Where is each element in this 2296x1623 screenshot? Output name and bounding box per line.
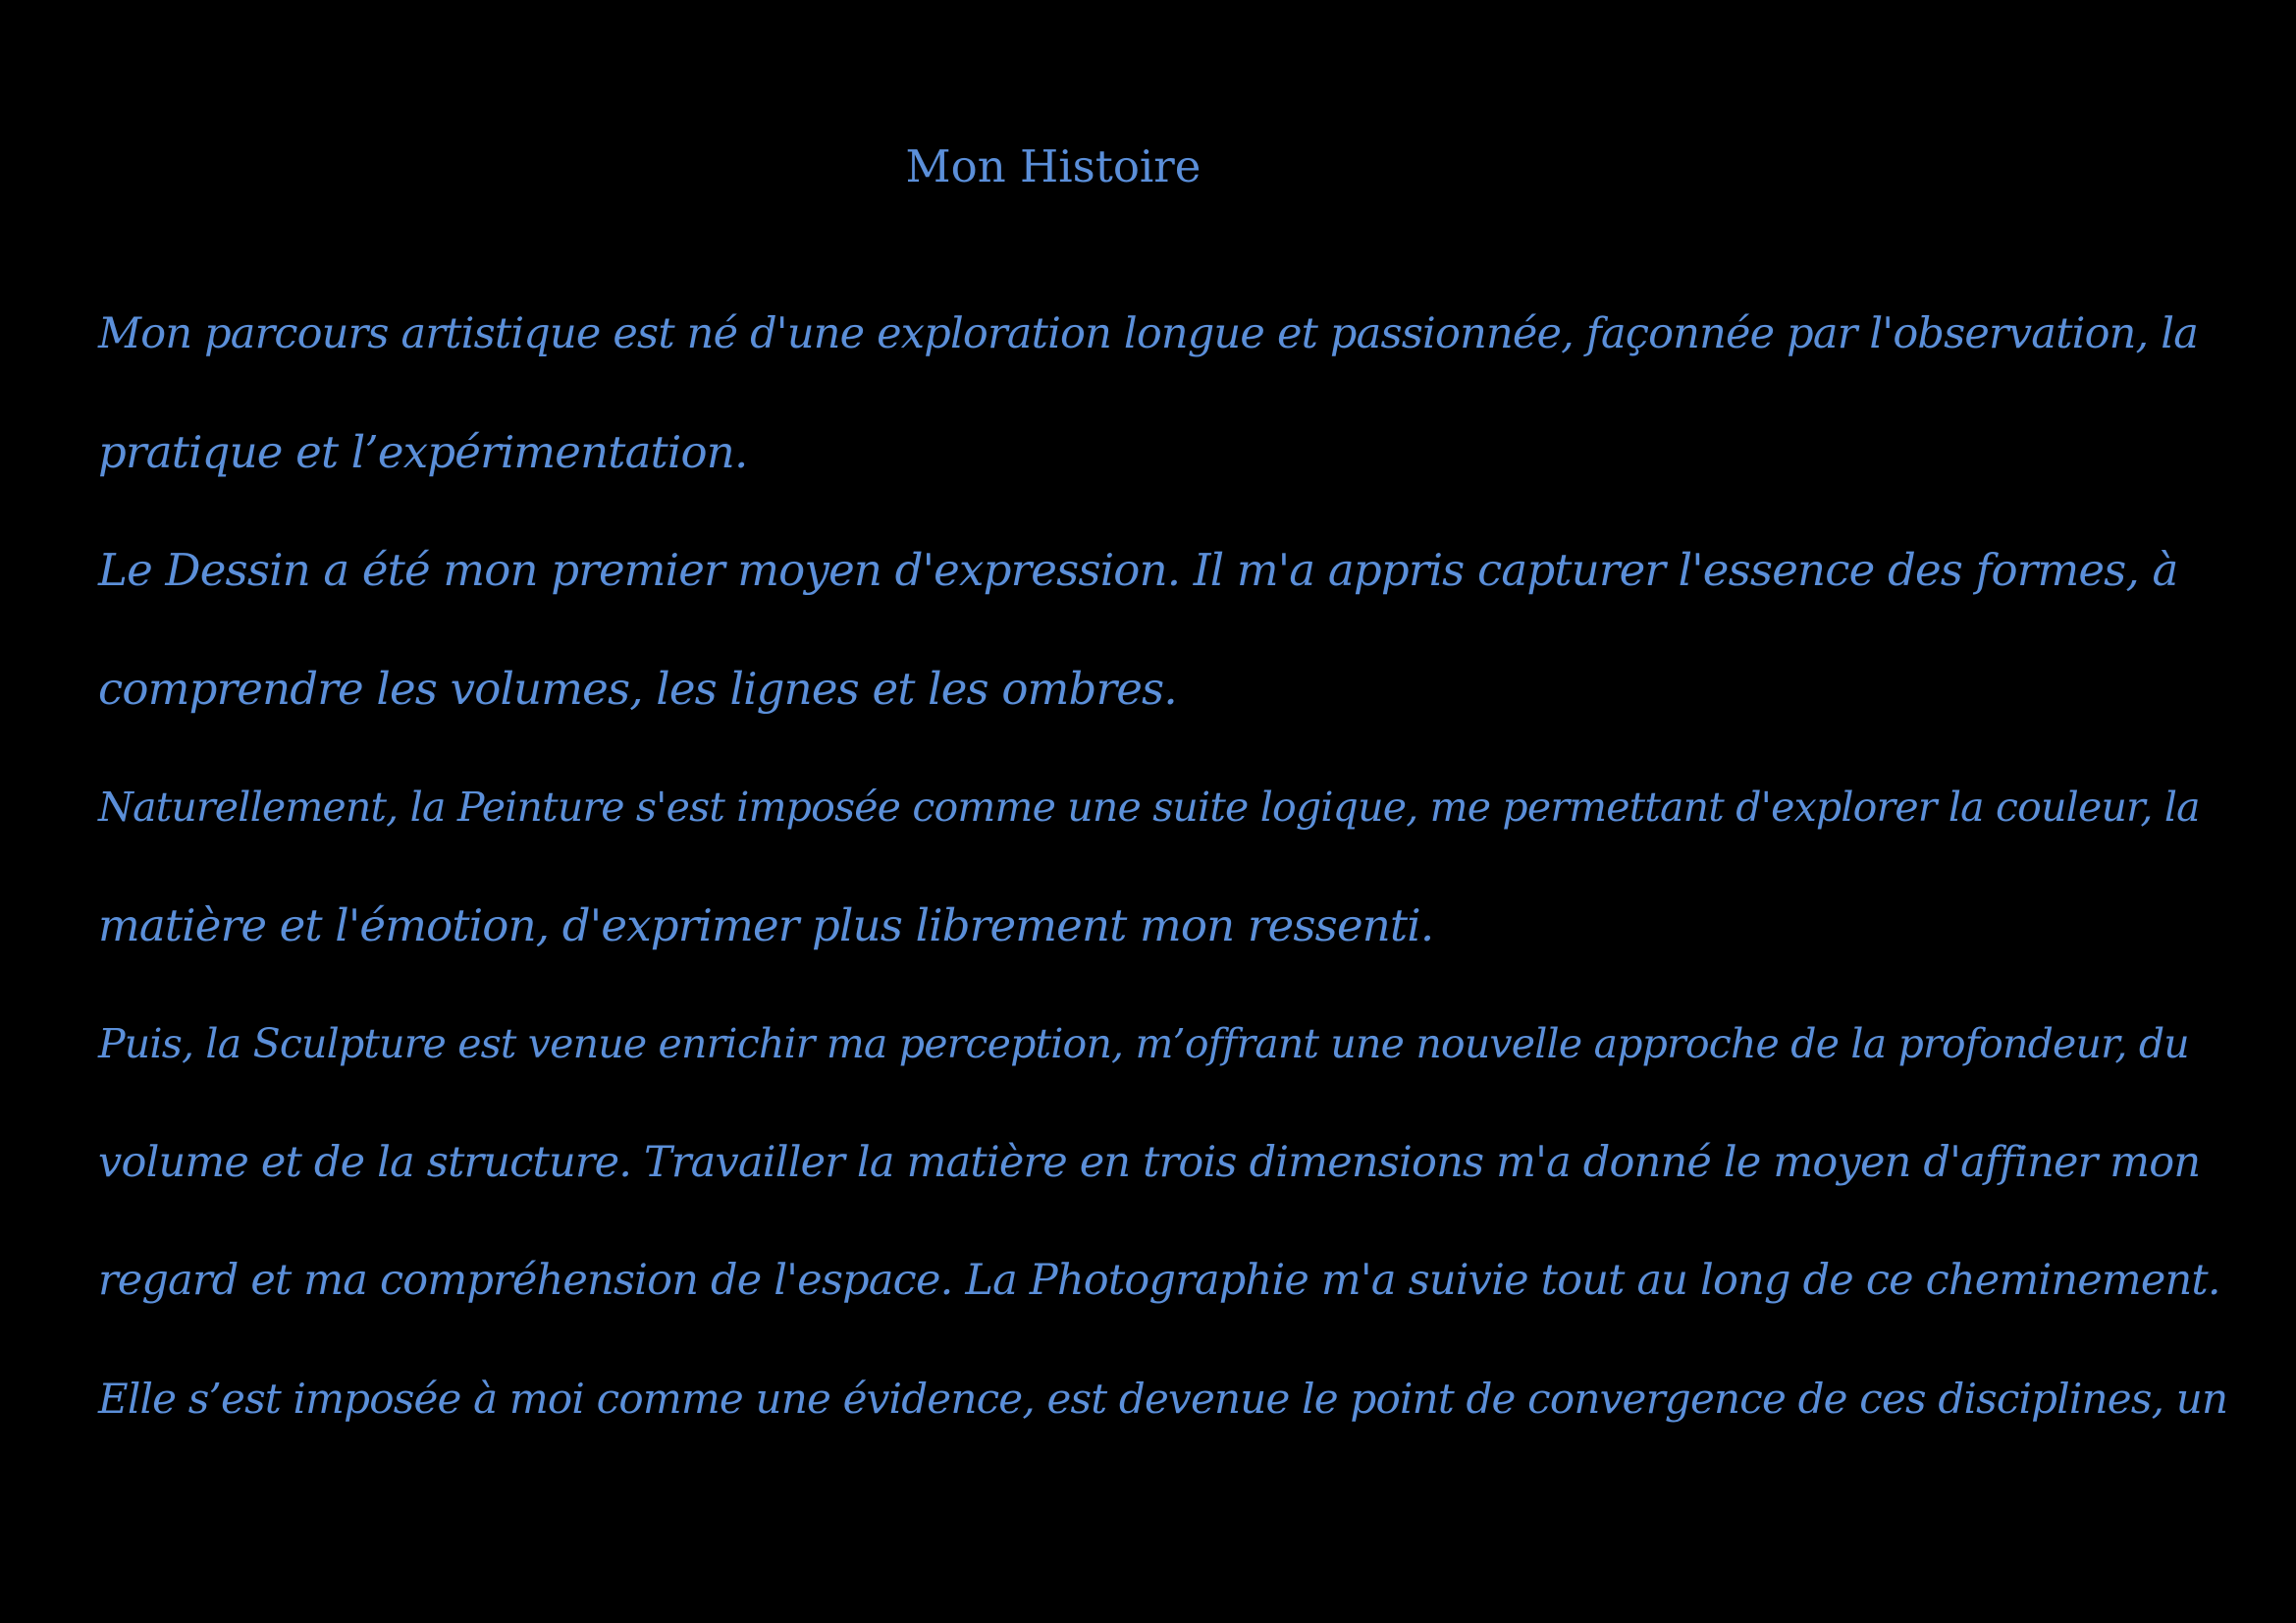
story-body: [98, 295, 2238, 1478]
text-line: Mon parcours artistique est né d'une exploration longue et passionnée, façonnée par l'observation, la: [98, 309, 2199, 358]
text-line: regard et ma compréhension de l'espace. La Photographie m'a suivie tout au long de ce cheminement.: [98, 1256, 2220, 1305]
text-line: Le Dessin a été mon premier moyen d'expression. Il m'a appris capturer l'essence des formes, à: [98, 544, 2178, 596]
text-line: volume et de la structure. Travailler la matière en trois dimensions m'a donné le moyen d'affiner mon: [98, 1137, 2201, 1187]
text-line: comprendre les volumes, les lignes et les ombres.: [98, 662, 1177, 715]
text-line: Puis, la Sculpture est venue enrichir ma perception, m’offrant une nouvelle approche de la profondeur, du: [98, 1020, 2189, 1067]
text-line: Elle s’est imposée à moi comme une évidence, est devenue le point de convergence de ces disciplines, un: [98, 1374, 2228, 1423]
text-line: matière et l'émotion, d'exprimer plus librement mon ressenti.: [98, 898, 1434, 951]
page-title: Mon Histoire: [905, 140, 1201, 192]
text-line: pratique et l’expérimentation.: [98, 425, 748, 478]
text-line: Naturellement, la Peinture s'est imposée comme une suite logique, me permettant d'explorer la couleur, la: [98, 784, 2200, 831]
